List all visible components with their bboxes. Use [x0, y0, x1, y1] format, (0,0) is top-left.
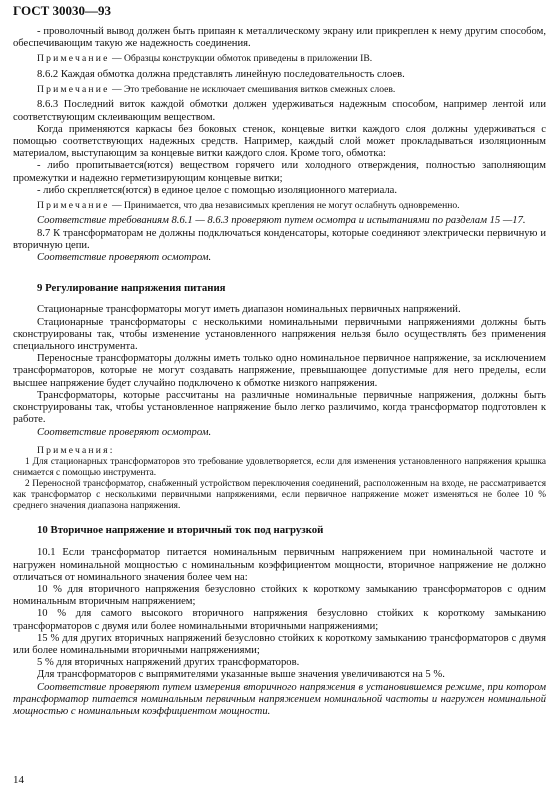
note-item: 1 Для стационарных трансформаторов это требование удовлетворяется, если для изменения установленного напряжения крышка снимается с помощью инструмента.: [13, 457, 546, 479]
list-item: 5 % для вторичных напряжений других трансформаторов.: [37, 657, 300, 669]
paragraph: 8.7 К трансформаторам не должны подключаться конденсаторы, которые соединяют электрически первичную и вторичную цепи.: [13, 227, 546, 251]
paragraph: 10.1 Если трансформатор питается номинальным первичным напряжением при номинальной частоте и нагружен номинальной мощностью с номинальным коэффициентом мощности, вторичное напряжение не должно отличаться от номинального значения более чем на:: [13, 547, 546, 583]
note: [13, 84, 546, 95]
compliance-text: Соответствие проверяют путем измерения вторичного напряжения в установившемся режиме, при котором трансформатор питается номинальным первичным напряжением номинальной частоты и нагружен номинальной мощностью с номинальным коэффициентом мощности.: [13, 681, 546, 717]
note-text: — Это требование не исключает смешивания витков смежных слоев.: [111, 84, 396, 96]
note-label: Примечание: [37, 53, 110, 65]
paragraph: 8.6.3 Последний виток каждой обмотки должен удерживаться надежным способом, например лентой или соответствующим склеивающим веществом.: [13, 99, 546, 123]
paragraph: Стационарные трансформаторы могут иметь диапазон номинальных первичных напряжений.: [37, 304, 461, 316]
compliance-text: Соответствие проверяют осмотром.: [37, 252, 212, 264]
paragraph: 8.6.2 Каждая обмотка должна представлять линейную последовательность слоев.: [37, 68, 405, 80]
note-item: 2 Переносной трансформатор, снабженный устройством переключения соединений, расположенным на входе, не рассматривается как трансформатор с несколькими первичными напряжениями, если первичное напряжение может изменяться не более 10 % среднего значения диапазона напряжения.: [13, 479, 546, 512]
list-item: 10 % для самого высокого вторичного напряжения безусловно стойких к короткому замыканию трансформаторов с двумя или более номинальными вторичными напряжениями;: [13, 608, 546, 632]
list-item: 10 % для вторичного напряжения безусловно стойких к короткому замыканию трансформаторов с одним номинальным вторичным напряжением;: [13, 583, 546, 608]
paragraph: Когда применяются каркасы без боковых стенок, концевые витки каждого слоя должны удерживаться с помощью соответствующих надежных средств. Например, каждый слой может прокладываться изоляционным материалом, выступающим за концевые витки каждого слоя. Кроме того, обмотка:: [13, 123, 546, 160]
note: [13, 200, 546, 211]
section-heading-9: 9 Регулирование напряжения питания: [37, 282, 226, 295]
note-label: Примечание: [37, 200, 110, 212]
page-number: 14: [13, 774, 24, 786]
note-label: Примечание: [37, 84, 110, 96]
document-body: [13, 26, 546, 718]
compliance-text: Соответствие требованиям 8.6.1 — 8.6.3 проверяют путем осмотра и испытаниями по разделам 15 —17.: [37, 215, 526, 227]
paragraph: Стационарные трансформаторы с несколькими номинальными первичными напряжениями должны быть сконструированы так, чтобы изменение установленного напряжения нельзя было осуществлять без применения специального инструмента.: [13, 316, 546, 353]
note-text: — Принимается, что два независимых крепления не могут ослабнуть одновременно.: [111, 200, 460, 212]
compliance-text: Соответствие проверяют осмотром.: [37, 426, 212, 438]
paragraph: Для трансформаторов с выпрямителями указанные выше значения увеличиваются на 5 %.: [37, 669, 445, 681]
note: [13, 53, 546, 64]
list-item: 15 % для других вторичных напряжений безусловно стойких к короткому замыканию трансформаторов с двумя или более номинальными вторичными напряжениями;: [13, 632, 546, 656]
list-item: - либо пропитывается(ются) веществом горячего или холодного отверждения, полностью заполняющим промежутки и надежно герметизирующим концевые витки;: [13, 160, 546, 184]
document-header: ГОСТ 30030—93: [13, 3, 112, 18]
notes-label: Примечания:: [37, 444, 115, 456]
list-item: - либо скрепляется(ются) в единое целое с помощью изоляционного материала.: [37, 184, 398, 196]
notes-heading: [13, 445, 546, 456]
note-text: — Образцы конструкции обмоток приведены в приложении IB.: [111, 53, 373, 65]
section-heading-10: 10 Вторичное напряжение и вторичный ток под нагрузкой: [37, 524, 324, 537]
paragraph: - проволочный вывод должен быть припаян к металлическому экрану или прикреплен к нему другим способом, обеспечивающим такую же надежность соединения.: [13, 26, 546, 50]
paragraph: Переносные трансформаторы должны иметь только одно номинальное первичное напряжение, за исключением трансформаторов, которые не могут создавать напряжение, превышающее допустимые для него пределы, если высшее напряжение будет случайно подключено к обмотке низкого напряжения.: [13, 353, 546, 389]
paragraph: Трансформаторы, которые рассчитаны на различные номинальные первичные напряжения, должны быть сконструированы так, чтобы установленное напряжение было легко различимо, когда трансформатор подготовлен к работе.: [13, 389, 546, 426]
